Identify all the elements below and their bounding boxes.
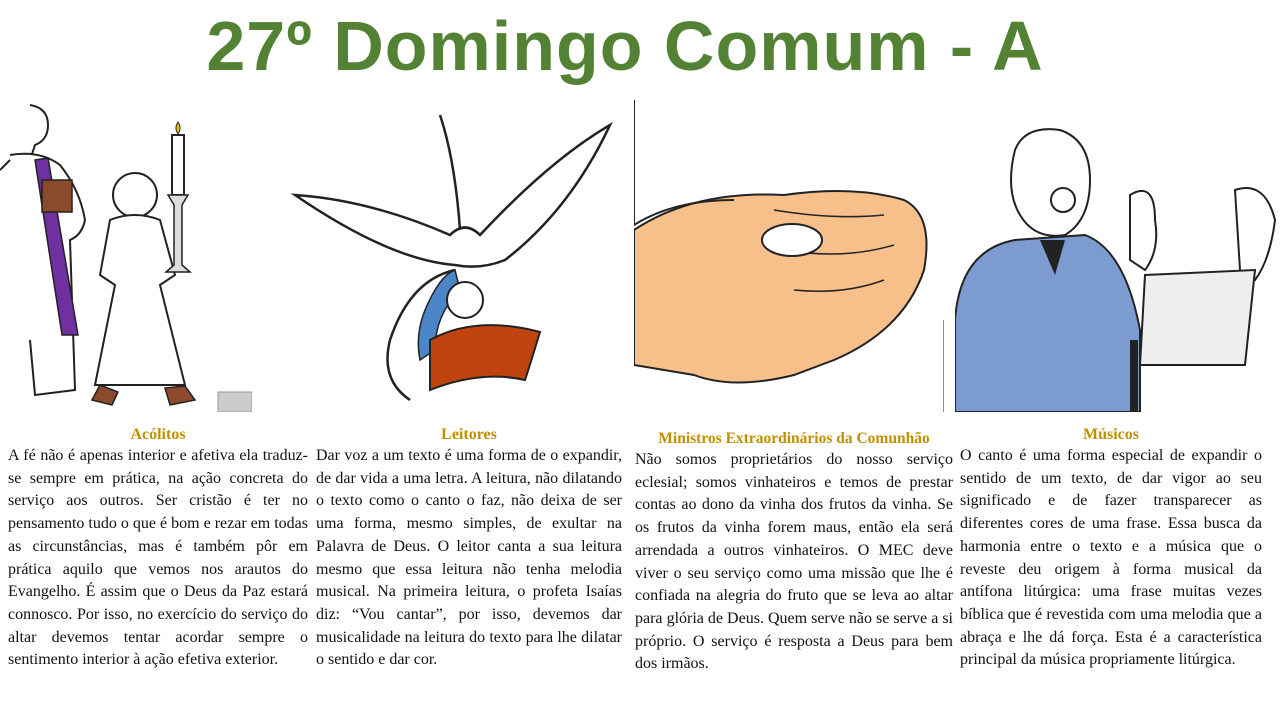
- ministers-text: Não somos proprietários do nosso serviço eclesial; somos vinhateiros e temos de prestar contas ao dono da vinha dos frutos da vinha. Se os frutos da vinha forem maus, então ela será arrendada a outros vinhateiros. O MEC deve viver o seu serviço como uma missão que lhe é confiada na alegria do fruto que se leva ao altar para glória de Deus. Quem serve não se serve a si próprio. O serviço é resposta a Deus para bem dos irmãos.: [635, 451, 953, 673]
- ministers-heading: Ministros Extraordinários da Comunhão: [658, 430, 930, 447]
- cantor-with-lectern-icon: [955, 100, 1280, 412]
- readers-column: [316, 425, 622, 672]
- acolytes-heading: Acólitos: [130, 426, 186, 443]
- ministers-illustration: [634, 100, 944, 412]
- musicians-illustration: [955, 100, 1280, 412]
- readers-heading: Leitores: [441, 426, 497, 443]
- acolytes-column: [8, 425, 308, 672]
- dove-and-reader-icon: [290, 100, 620, 412]
- acolytes-text: A fé não é apenas interior e afetiva ela traduz-se sempre em prática, na ação concreta do serviço aos outros. Ser cristão é ter no pensamento tudo o que é bom e rezar em todas as circunstâncias, mas é também pôr em prática aquilo que vemos nos arautos do Evangelho. É assim que o Deus da Paz estará connosco. Por isso, no exercício do serviço do altar devemos tentar acordar sempre o sentimento interior à ação efetiva exterior.: [8, 447, 308, 669]
- readers-illustration: [290, 100, 620, 412]
- musicians-column: [960, 425, 1262, 672]
- musicians-text: O canto é uma forma especial de expandir o sentido de um texto, de dar vigor ao seu significado e de fazer transparecer as diferentes cores de uma frase. Essa busca da harmonia entre o texto e a música que o reveste deu origem à forma musical da antífona litúrgica: uma frase muitas vezes bíblica que é revestida com uma melodia que a abraça e lhe dá força. Esta é a característica principal da música propriamente litúrgica.: [960, 447, 1262, 669]
- page-title: 27º Domingo Comum - A: [206, 7, 1044, 85]
- readers-text: Dar voz a um texto é uma forma de o expandir, de dar vida a uma letra. A leitura, não dilatando o texto como o canto o faz, não deixa de ser uma forma, mesmo simples, de exultar na Palavra de Deus. O leitor canta a sua leitura mesmo que essa leitura não tenha melodia musical. Na primeira leitura, o profeta Isaías diz: “Vou cantar”, por isso, devemos dar musicalidade na leitura do texto para lhe dilatar o sentido e dar cor.: [316, 447, 622, 669]
- musicians-heading: Músicos: [1083, 426, 1139, 443]
- open-hands-host-icon: [634, 100, 944, 412]
- ministers-column: [635, 425, 953, 676]
- priest-and-altar-server-icon: [0, 100, 252, 412]
- acolytes-illustration: [0, 100, 252, 412]
